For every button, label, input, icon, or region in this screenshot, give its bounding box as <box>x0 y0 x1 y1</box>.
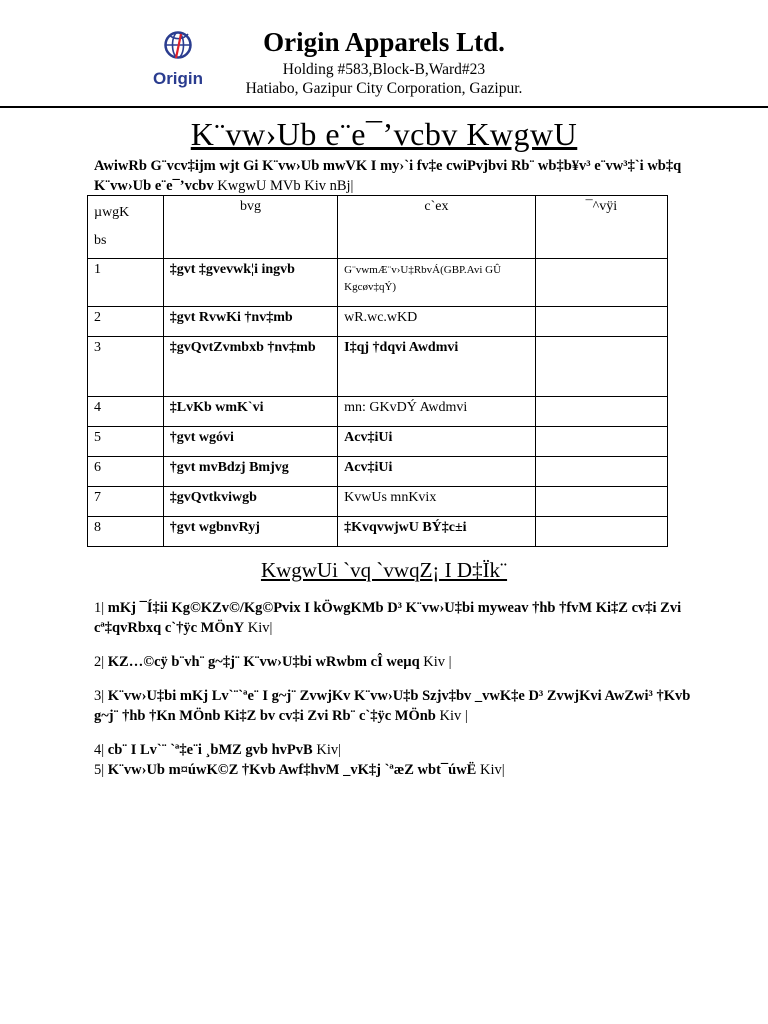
row-position: KvwUs mnKvix <box>338 487 536 517</box>
intro-rest-text: KwgwU MVb Kiv nBj| <box>213 178 354 194</box>
duty-text: Kiv| <box>476 762 505 778</box>
duty-item <box>94 652 704 672</box>
row-number: 6 <box>88 457 164 487</box>
row-position: Acv‡iUi <box>338 457 536 487</box>
row-name: †gvt wgbnvRyj <box>163 517 337 547</box>
table-header-row <box>88 196 668 259</box>
duty-text-bold: K¨vw›Ub m¤úwK©Z †Kvb Awf‡hvM _vK‡j `ªæZ wbt¯úwË <box>107 762 477 778</box>
row-signature <box>535 427 667 457</box>
duty-text-bold: mKj ¯Í‡ii Kg©KZv©/Kg©Pvix I kÖwgKMb D³ K¨vw›U‡bi myweav †hb †fvM Ki‡Z cv‡i Zvi cª‡qvRbxq c`†ÿc MÖnY <box>94 600 682 636</box>
duty-item <box>94 598 704 638</box>
table-row <box>88 397 668 427</box>
document-title: K¨vw›Ub e¨e¯’vcbv KwgwU <box>190 116 578 152</box>
row-signature <box>535 397 667 427</box>
duty-number: 2| <box>94 654 105 670</box>
row-position: wR.wc.wKD <box>338 307 536 337</box>
committee-table <box>87 195 668 547</box>
row-signature <box>535 337 667 397</box>
duty-number: 3| <box>94 688 105 704</box>
header-divider <box>0 106 768 108</box>
duty-text: Kiv | <box>419 654 452 670</box>
header-serial-line1: µwgK <box>94 205 130 220</box>
table-row <box>88 259 668 307</box>
row-number: 3 <box>88 337 164 397</box>
duty-item <box>94 686 704 726</box>
duty-number: 5| <box>94 762 105 778</box>
row-signature <box>535 457 667 487</box>
duty-item <box>94 760 704 780</box>
duty-text: Kiv | <box>435 708 468 724</box>
duty-text-bold: cb¨ I Lv`¨ `ª‡e¨i ¸bMZ gvb hvPvB <box>107 742 313 758</box>
row-position: mn: GKvDÝ Awdmvi <box>338 397 536 427</box>
row-name: †gvt wgóvi <box>163 427 337 457</box>
header-signature: ¯^vÿi <box>535 196 667 259</box>
row-number: 8 <box>88 517 164 547</box>
row-number: 2 <box>88 307 164 337</box>
duty-text-bold: KZ…©cÿ b¨vh¨ g~‡j¨ K¨vw›U‡bi wRwbm cÎ weµq <box>107 654 420 670</box>
row-name: ‡gvt ‡gvevwk¦i ingvb <box>163 259 337 307</box>
row-number: 5 <box>88 427 164 457</box>
row-signature <box>535 517 667 547</box>
row-position: I‡qj †dqvi Awdmvi <box>338 337 536 397</box>
header-serial <box>88 196 164 259</box>
duty-text: Kiv| <box>244 620 273 636</box>
intro-bold-text: AwiwRb G¨vcv‡ijm wjt Gi K¨vw›Ub mwVK I my›`i fv‡e cwiPvjbvi Rb¨ wb‡b¥v³ e¨vw³‡`i wb‡q K¨vw›Ub e¨e¯’vcbv <box>94 158 682 194</box>
duty-item <box>94 740 704 760</box>
table-row <box>88 517 668 547</box>
row-name: ‡gvQvtZvmbxb †nv‡mb <box>163 337 337 397</box>
row-position: Acv‡iUi <box>338 427 536 457</box>
duty-text-bold: K¨vw›U‡bi mKj Lv`¨`ªe¨ I g~j¨ ZvwjKv K¨vw›U‡b Szjv‡bv _vwK‡e D³ ZvwjKvi AwZwi³ †Kvb g~j¨ †hb †Kn MÖnb Ki‡Z bv cv‡i Zvi Rb¨ c`‡ÿc MÖnb <box>94 688 691 724</box>
row-name: ‡gvQvtkviwgb <box>163 487 337 517</box>
address-line-2: Hatiabo, Gazipur City Corporation, Gazipur. <box>245 80 523 97</box>
company-name: Origin Apparels Ltd. <box>263 27 505 57</box>
row-number: 1 <box>88 259 164 307</box>
letterhead <box>0 0 768 108</box>
row-signature <box>535 487 667 517</box>
header-position: c`ex <box>338 196 536 259</box>
row-name: ‡gvt RvwKi †nv‡mb <box>163 307 337 337</box>
table-row <box>88 427 668 457</box>
section-subtitle: KwgwUi `vq `vwqZ¡ I D‡Ïk¨ <box>260 558 508 582</box>
row-number: 7 <box>88 487 164 517</box>
address-line-1: Holding #583,Block-B,Ward#23 <box>282 61 486 78</box>
row-signature <box>535 259 667 307</box>
table-row <box>88 337 668 397</box>
row-position: ‡KvqvwjwU BÝ‡c±i <box>338 517 536 547</box>
header-serial-line2: bs <box>94 233 107 248</box>
row-signature <box>535 307 667 337</box>
intro-paragraph <box>94 156 694 196</box>
header-name: bvg <box>163 196 337 259</box>
table-row <box>88 307 668 337</box>
logo-wordmark: Origin <box>152 69 204 88</box>
row-position: G¨vwmÆ¨v›U‡RbvÁ(GBP.Avi GÛ Kgcøv‡qÝ) <box>338 259 536 307</box>
table-row <box>88 487 668 517</box>
duty-text: Kiv| <box>312 742 341 758</box>
row-number: 4 <box>88 397 164 427</box>
table-row <box>88 457 668 487</box>
duty-number: 4| <box>94 742 105 758</box>
row-name: ‡LvKb wmK`vi <box>163 397 337 427</box>
row-name: †gvt mvBdzj Bmjvg <box>163 457 337 487</box>
duties-list <box>94 598 704 794</box>
duty-number: 1| <box>94 600 105 616</box>
